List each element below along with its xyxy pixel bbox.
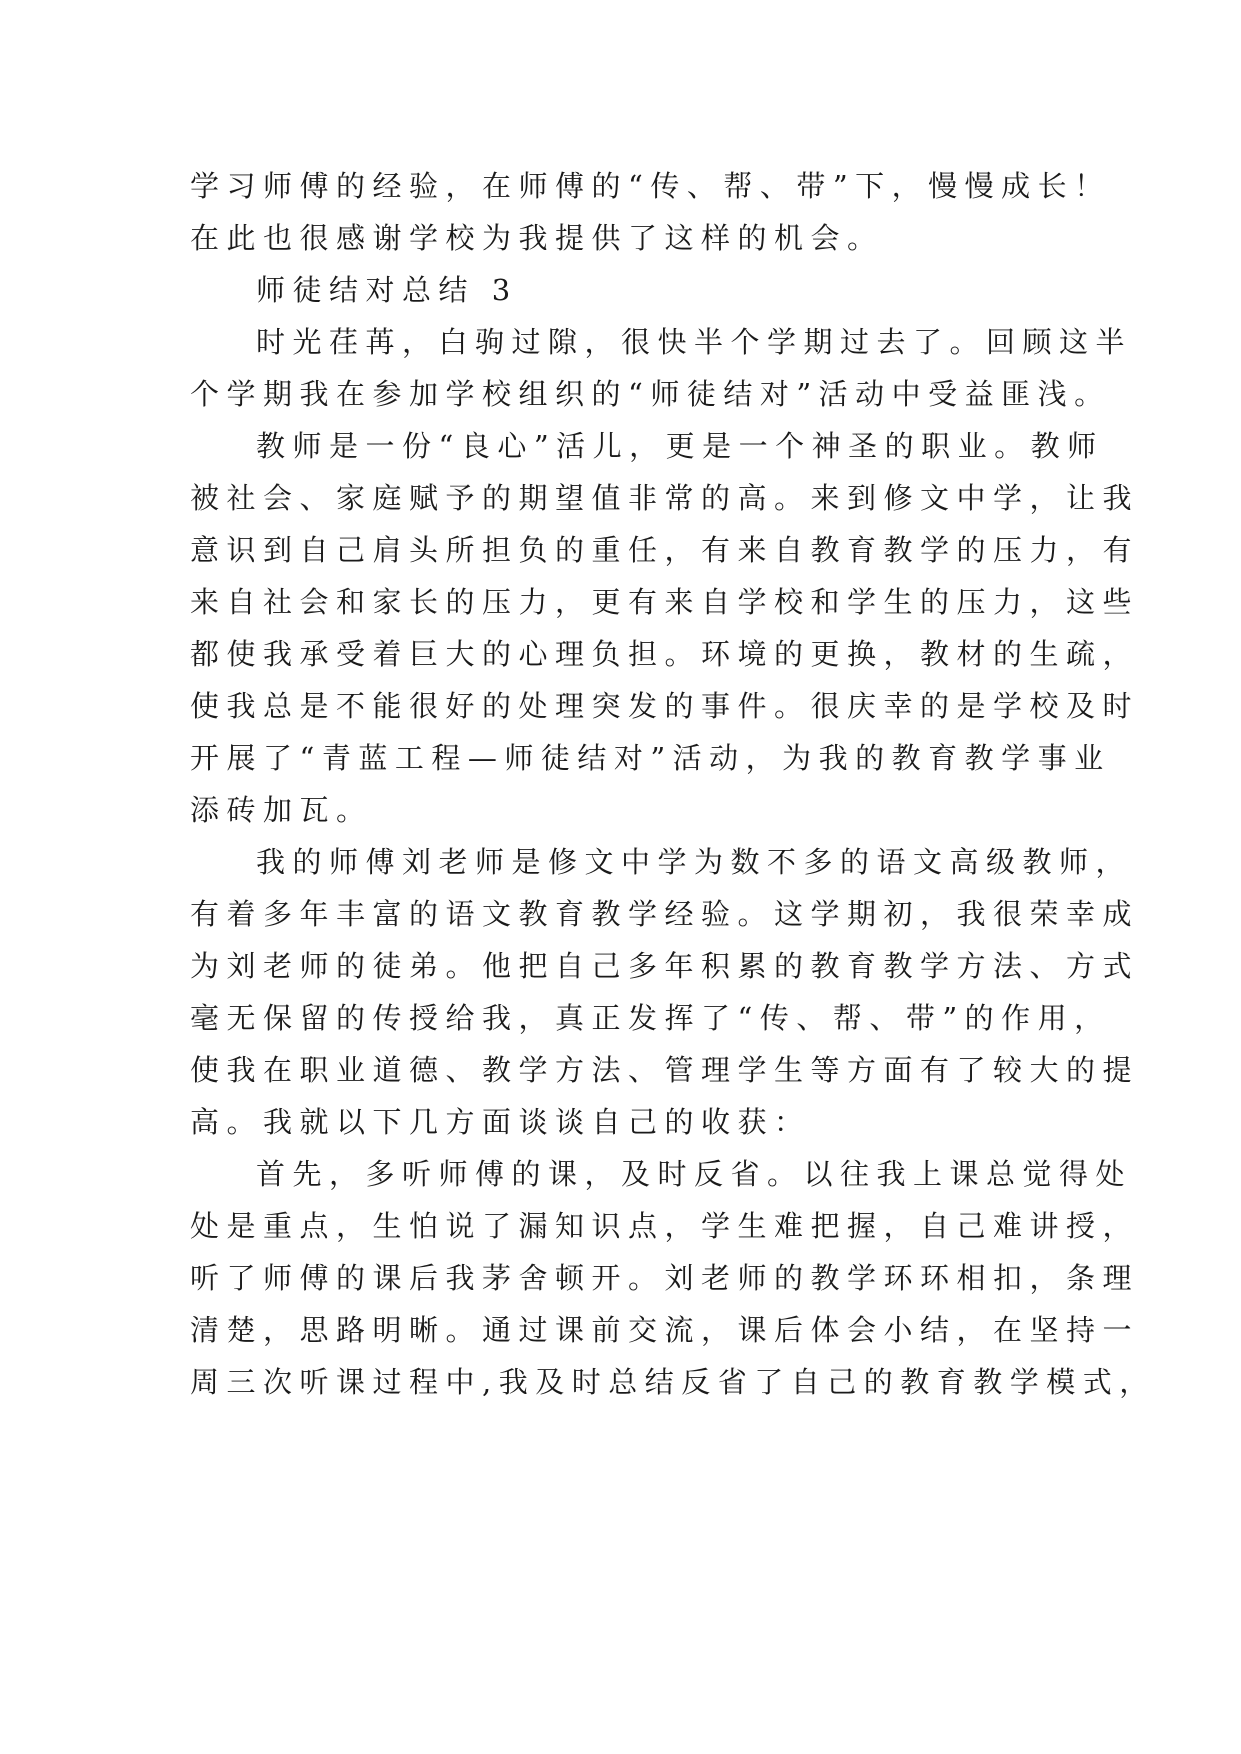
text-line: 意识到自己肩头所担负的重任，有来自教育教学的压力，有: [190, 533, 1140, 567]
text-line: 在此也很感谢学校为我提供了这样的机会。: [190, 221, 884, 255]
text-line: 使我在职业道德、教学方法、管理学生等方面有了较大的提: [190, 1053, 1140, 1087]
text-line: 教师是一份“良心”活儿，更是一个神圣的职业。教师: [256, 429, 1104, 463]
text-line: 来自社会和家长的压力，更有来自学校和学生的压力，这些: [190, 585, 1140, 619]
section-heading: 师徒结对总结 3: [256, 273, 518, 307]
text-line: 毫无保留的传授给我，真正发挥了“传、帮、带”的作用，: [190, 1001, 1111, 1035]
document-body: [190, 160, 1156, 1408]
text-line: 个学期我在参加学校组织的“师徒结对”活动中受益匪浅。: [190, 377, 1111, 411]
text-line: 时光荏苒，白驹过隙，很快半个学期过去了。回顾这半: [256, 325, 1133, 359]
text-line: 周三次听课过程中,我及时总结反省了自己的教育教学模式，: [190, 1365, 1156, 1399]
text-line: 为刘老师的徒弟。他把自己多年积累的教育教学方法、方式: [190, 949, 1140, 983]
text-line: 使我总是不能很好的处理突发的事件。很庆幸的是学校及时: [190, 689, 1140, 723]
text-line: 处是重点，生怕说了漏知识点，学生难把握，自己难讲授，: [190, 1209, 1140, 1243]
text-line: 有着多年丰富的语文教育教学经验。这学期初，我很荣幸成: [190, 897, 1140, 931]
text-line: 听了师傅的课后我茅舍顿开。刘老师的教学环环相扣，条理: [190, 1261, 1140, 1295]
text-line: 学习师傅的经验，在师傅的“传、帮、带”下，慢慢成长！: [190, 169, 1111, 203]
text-line: 首先，多听师傅的课，及时反省。以往我上课总觉得处: [256, 1157, 1133, 1191]
text-line: 高。我就以下几方面谈谈自己的收获：: [190, 1105, 811, 1139]
text-line: 被社会、家庭赋予的期望值非常的高。来到修文中学，让我: [190, 481, 1140, 515]
text-line: 开展了“青蓝工程—师徒结对”活动，为我的教育教学事业: [190, 741, 1111, 775]
text-line: 都使我承受着巨大的心理负担。环境的更换，教材的生疏，: [190, 637, 1140, 671]
text-line: 添砖加瓦。: [190, 793, 373, 827]
text-line: 清楚，思路明晰。通过课前交流，课后体会小结，在坚持一: [190, 1313, 1140, 1347]
text-line: 我的师傅刘老师是修文中学为数不多的语文高级教师，: [256, 845, 1133, 879]
